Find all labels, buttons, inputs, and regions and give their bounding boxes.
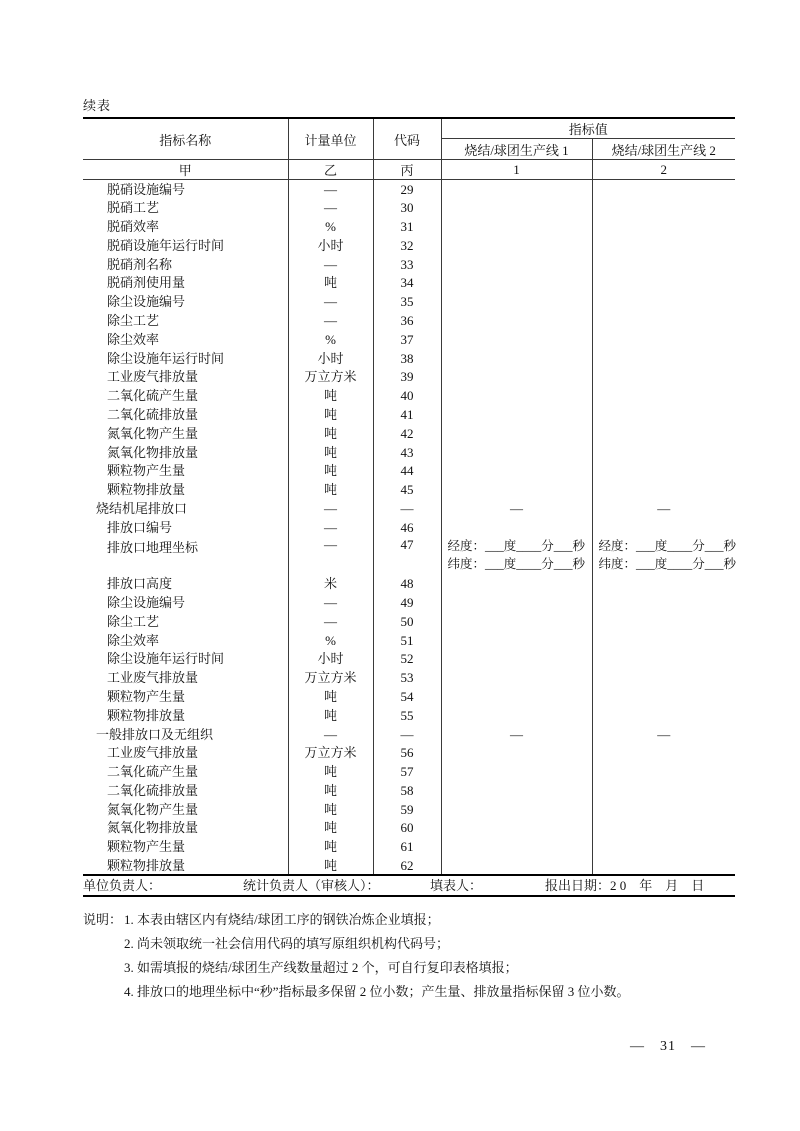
unit-cell: 万立方米 — [288, 367, 373, 386]
value-cell-line1 — [441, 668, 592, 687]
value-cell-line2 — [592, 424, 735, 443]
continuation-table-label: 续表 — [83, 98, 112, 113]
table-row — [83, 480, 735, 499]
unit-cell: — — [288, 612, 373, 631]
value-cell-line1 — [441, 612, 592, 631]
table-row — [83, 292, 735, 311]
value-cell-line1 — [441, 518, 592, 537]
indicator-name-cell: 工业废气排放量 — [83, 668, 288, 687]
indicator-name-cell: 氮氧化物排放量 — [83, 819, 288, 838]
value-cell-line2 — [592, 706, 735, 725]
value-cell-line2 — [592, 367, 735, 386]
code-cell: 29 — [373, 180, 441, 199]
table-row — [83, 198, 735, 217]
code-cell: 38 — [373, 349, 441, 368]
indicator-name-cell: 排放口地理坐标 — [83, 537, 288, 575]
code-cell: 37 — [373, 330, 441, 349]
indicator-name-cell: 除尘设施编号 — [83, 593, 288, 612]
code-cell: 30 — [373, 198, 441, 217]
unit-cell: 吨 — [288, 461, 373, 480]
notes-label: 说明： — [83, 912, 123, 927]
indicator-table — [83, 117, 735, 876]
indicator-name-cell: 工业废气排放量 — [83, 367, 288, 386]
value-cell-line2 — [592, 649, 735, 668]
value-cell-line1 — [441, 424, 592, 443]
key-cell-indicator: 甲 — [83, 160, 288, 180]
indicator-name-cell: 排放口编号 — [83, 518, 288, 537]
value-cell-line2 — [592, 800, 735, 819]
value-cell-line2: — — [657, 726, 671, 742]
indicator-name-cell: 除尘效率 — [83, 330, 288, 349]
code-cell: 50 — [373, 612, 441, 631]
key-cell-code: 丙 — [373, 160, 441, 180]
unit-cell: — — [288, 311, 373, 330]
value-cell-line2 — [592, 330, 735, 349]
indicator-name-cell: 氮氧化物产生量 — [83, 424, 288, 443]
unit-cell: 吨 — [288, 819, 373, 838]
table-row — [83, 800, 735, 819]
table-row — [83, 537, 735, 575]
code-cell: 48 — [373, 574, 441, 593]
value-cell-line2 — [592, 180, 735, 199]
unit-cell: % — [288, 631, 373, 650]
value-cell-line1 — [441, 743, 592, 762]
unit-cell: 吨 — [288, 480, 373, 499]
table-row — [83, 180, 735, 199]
value-cell-line2 — [592, 631, 735, 650]
unit-cell: 米 — [288, 574, 373, 593]
value-cell-line2 — [592, 443, 735, 462]
unit-cell: — — [288, 255, 373, 274]
unit-cell: 吨 — [288, 837, 373, 856]
note-item: 3. 如需填报的烧结/球团生产线数量超过 2 个，可自行复印表格填报； — [124, 960, 518, 975]
code-cell: 42 — [373, 424, 441, 443]
value-cell-line2 — [592, 461, 735, 480]
value-cell-line1 — [441, 386, 592, 405]
indicator-name-cell: 颗粒物排放量 — [83, 706, 288, 725]
value-cell-line1 — [441, 631, 592, 650]
value-cell-line1 — [441, 781, 592, 800]
code-cell: 57 — [373, 762, 441, 781]
value-cell-line1 — [441, 687, 592, 706]
indicator-name-cell: 除尘设施编号 — [83, 292, 288, 311]
indicator-name-cell: 脱硝剂名称 — [83, 255, 288, 274]
value-cell-line2 — [592, 743, 735, 762]
indicator-name-cell: 除尘设施年运行时间 — [83, 349, 288, 368]
value-cell-line2 — [592, 762, 735, 781]
note-item: 2. 尚未领取统一社会信用代码的填写原组织机构代码号； — [124, 936, 450, 951]
value-cell-line1 — [441, 819, 592, 838]
table-row — [83, 837, 735, 856]
code-cell: 60 — [373, 819, 441, 838]
col-header-value-group: 指标值 — [441, 118, 735, 139]
value-cell-line1 — [441, 461, 592, 480]
indicator-name-cell: 氮氧化物产生量 — [83, 800, 288, 819]
code-cell: 59 — [373, 800, 441, 819]
table-row — [83, 574, 735, 593]
indicator-name-cell: 颗粒物产生量 — [83, 837, 288, 856]
code-cell: 44 — [373, 461, 441, 480]
value-cell-line1 — [441, 311, 592, 330]
table-row — [83, 349, 735, 368]
code-cell: — — [373, 499, 441, 518]
code-cell: 39 — [373, 367, 441, 386]
value-cell-line2 — [592, 255, 735, 274]
value-cell-line1 — [441, 292, 592, 311]
page-number: — 31 — — [630, 1039, 706, 1054]
unit-cell: 吨 — [288, 856, 373, 875]
value-cell-line2 — [592, 574, 735, 593]
value-cell-line2 — [592, 273, 735, 292]
unit-cell: 吨 — [288, 405, 373, 424]
unit-cell: 吨 — [288, 706, 373, 725]
indicator-name-cell: 工业废气排放量 — [83, 743, 288, 762]
table-row — [83, 255, 735, 274]
unit-cell: % — [288, 330, 373, 349]
table-row — [83, 217, 735, 236]
coordinate-blank-line: 纬度：___度____分___秒 — [447, 557, 586, 572]
indicator-name-cell: 除尘工艺 — [83, 311, 288, 330]
value-cell-line1 — [441, 236, 592, 255]
signature-row — [83, 869, 735, 897]
value-cell-line2 — [592, 349, 735, 368]
coordinate-blank-line: 经度：___度____分___秒 — [598, 538, 737, 553]
value-cell-line1 — [441, 593, 592, 612]
value-cell-line1 — [441, 574, 592, 593]
unit-cell: 万立方米 — [288, 743, 373, 762]
notes-section — [83, 908, 630, 1004]
code-cell: 35 — [373, 292, 441, 311]
value-cell-line2 — [592, 819, 735, 838]
code-cell: 53 — [373, 668, 441, 687]
indicator-name-cell: 颗粒物产生量 — [83, 461, 288, 480]
value-cell-line1 — [441, 762, 592, 781]
key-cell-unit: 乙 — [288, 160, 373, 180]
value-cell-line1 — [441, 273, 592, 292]
unit-cell: — — [288, 180, 373, 199]
code-cell: 34 — [373, 273, 441, 292]
unit-cell: — — [288, 725, 373, 744]
value-cell-line2 — [592, 837, 735, 856]
indicator-name-cell: 颗粒物产生量 — [83, 687, 288, 706]
notes-items — [124, 908, 630, 1004]
key-cell-line-2: 2 — [592, 160, 735, 180]
unit-cell: 小时 — [288, 649, 373, 668]
table-row — [83, 668, 735, 687]
value-cell-line2 — [592, 198, 735, 217]
coordinate-blank-line: 纬度：___度____分___秒 — [598, 557, 737, 572]
value-cell-line1 — [441, 443, 592, 462]
unit-cell: — — [288, 499, 373, 518]
indicator-name-cell: 二氧化硫产生量 — [83, 386, 288, 405]
value-cell-line1 — [441, 330, 592, 349]
value-cell-line2 — [592, 687, 735, 706]
value-cell-line2 — [592, 292, 735, 311]
unit-cell: 小时 — [288, 236, 373, 255]
unit-cell: 小时 — [288, 349, 373, 368]
code-cell: 31 — [373, 217, 441, 236]
unit-cell: — — [288, 518, 373, 537]
table-row — [83, 762, 735, 781]
code-cell: 54 — [373, 687, 441, 706]
unit-cell: 吨 — [288, 273, 373, 292]
value-cell-line1 — [441, 706, 592, 725]
value-cell-line1 — [441, 405, 592, 424]
table-section-row — [83, 499, 735, 518]
indicator-name-cell: 脱硝效率 — [83, 217, 288, 236]
col-header-indicator-name: 指标名称 — [83, 118, 288, 160]
indicator-name-cell: 脱硝工艺 — [83, 198, 288, 217]
table-key-row — [83, 160, 735, 180]
unit-cell: % — [288, 217, 373, 236]
table-row — [83, 443, 735, 462]
value-cell-line2 — [592, 612, 735, 631]
col-header-unit: 计量单位 — [288, 118, 373, 160]
unit-cell: 吨 — [288, 687, 373, 706]
code-cell: 49 — [373, 593, 441, 612]
unit-cell: — — [288, 593, 373, 612]
table-row — [83, 405, 735, 424]
code-cell: 32 — [373, 236, 441, 255]
value-cell-line1: — — [441, 725, 592, 744]
value-cell-line2 — [592, 236, 735, 255]
code-cell: 62 — [373, 856, 441, 875]
code-cell: 58 — [373, 781, 441, 800]
unit-cell: 吨 — [288, 762, 373, 781]
indicator-name-cell: 脱硝剂使用量 — [83, 273, 288, 292]
code-cell: 45 — [373, 480, 441, 499]
value-cell-line1 — [441, 537, 592, 575]
indicator-name-cell: 除尘工艺 — [83, 612, 288, 631]
value-cell-line1 — [441, 837, 592, 856]
value-cell-line2 — [592, 781, 735, 800]
unit-cell: 吨 — [288, 443, 373, 462]
value-cell-line2 — [592, 668, 735, 687]
unit-cell: — — [288, 292, 373, 311]
value-cell-line2 — [592, 518, 735, 537]
code-cell: 56 — [373, 743, 441, 762]
table-row — [83, 311, 735, 330]
value-cell-line2 — [592, 537, 735, 575]
value-cell-line2 — [592, 593, 735, 612]
indicator-name-cell: 除尘设施年运行时间 — [83, 649, 288, 668]
code-cell: 61 — [373, 837, 441, 856]
value-cell-line1 — [441, 349, 592, 368]
table-section-row — [83, 725, 735, 744]
value-cell-line2 — [592, 311, 735, 330]
indicator-name-cell: 烧结机尾排放口 — [83, 499, 288, 518]
code-cell: 55 — [373, 706, 441, 725]
indicator-name-cell: 脱硝设施年运行时间 — [83, 236, 288, 255]
value-cell-line2 — [592, 405, 735, 424]
value-cell-line1 — [441, 198, 592, 217]
code-cell: 41 — [373, 405, 441, 424]
unit-cell: 万立方米 — [288, 668, 373, 687]
code-cell: — — [373, 725, 441, 744]
table-row — [83, 518, 735, 537]
table-row — [83, 593, 735, 612]
unit-cell: 吨 — [288, 424, 373, 443]
note-item: 1. 本表由辖区内有烧结/球团工序的钢铁冶炼企业填报； — [124, 912, 440, 927]
value-cell-line1 — [441, 217, 592, 236]
value-cell-line1 — [441, 649, 592, 668]
value-cell-line2 — [592, 386, 735, 405]
indicator-name-cell: 二氧化硫产生量 — [83, 762, 288, 781]
unit-cell: 吨 — [288, 800, 373, 819]
value-cell-line2: — — [657, 500, 671, 516]
unit-cell: 吨 — [288, 386, 373, 405]
indicator-name-cell: 二氧化硫排放量 — [83, 405, 288, 424]
key-cell-line-1: 1 — [441, 160, 592, 180]
indicator-name-cell: 颗粒物排放量 — [83, 856, 288, 875]
code-cell: 52 — [373, 649, 441, 668]
unit-cell: 吨 — [288, 781, 373, 800]
table-header-row-1 — [83, 118, 735, 139]
table-row — [83, 424, 735, 443]
value-cell-line1 — [441, 180, 592, 199]
value-cell-line1 — [441, 480, 592, 499]
table-row — [83, 631, 735, 650]
col-header-code: 代码 — [373, 118, 441, 160]
col-header-production-line-2: 烧结/球团生产线 2 — [592, 139, 735, 160]
code-cell: 43 — [373, 443, 441, 462]
unit-cell: — — [288, 537, 373, 575]
value-cell-line2 — [592, 480, 735, 499]
indicator-name-cell: 颗粒物排放量 — [83, 480, 288, 499]
table-row — [83, 706, 735, 725]
table-row — [83, 781, 735, 800]
note-item: 4. 排放口的地理坐标中“秒”指标最多保留 2 位小数；产生量、排放量指标保留 3 位小数。 — [124, 984, 630, 999]
value-cell-line2 — [592, 217, 735, 236]
table-row — [83, 687, 735, 706]
indicator-name-cell: 二氧化硫排放量 — [83, 781, 288, 800]
unit-cell: — — [288, 198, 373, 217]
table-row — [83, 819, 735, 838]
table-row — [83, 330, 735, 349]
table-row — [83, 273, 735, 292]
code-cell: 36 — [373, 311, 441, 330]
table-row — [83, 743, 735, 762]
form-filler-label: 填表人： — [430, 878, 483, 893]
indicator-name-cell: 一般排放口及无组织 — [83, 725, 288, 744]
code-cell: 47 — [373, 537, 441, 575]
code-cell: 40 — [373, 386, 441, 405]
value-cell-line1 — [441, 800, 592, 819]
table-row — [83, 367, 735, 386]
indicator-name-cell: 氮氧化物排放量 — [83, 443, 288, 462]
statistics-head-label: 统计负责人（审核人）： — [243, 878, 380, 893]
table-row — [83, 612, 735, 631]
value-cell-line1 — [441, 255, 592, 274]
col-header-production-line-1: 烧结/球团生产线 1 — [441, 139, 592, 160]
report-date-label: 报出日期：2 0 年 月 日 — [545, 878, 705, 893]
indicator-name-cell: 排放口高度 — [83, 574, 288, 593]
code-cell: 33 — [373, 255, 441, 274]
unit-head-label: 单位负责人： — [83, 878, 162, 893]
table-row — [83, 236, 735, 255]
table-row — [83, 461, 735, 480]
indicator-name-cell: 脱硝设施编号 — [83, 180, 288, 199]
value-cell-line1 — [441, 367, 592, 386]
coordinate-blank-line: 经度：___度____分___秒 — [447, 538, 586, 553]
code-cell: 46 — [373, 518, 441, 537]
table-row — [83, 386, 735, 405]
indicator-name-cell: 除尘效率 — [83, 631, 288, 650]
table-row — [83, 649, 735, 668]
code-cell: 51 — [373, 631, 441, 650]
value-cell-line1: — — [441, 499, 592, 518]
